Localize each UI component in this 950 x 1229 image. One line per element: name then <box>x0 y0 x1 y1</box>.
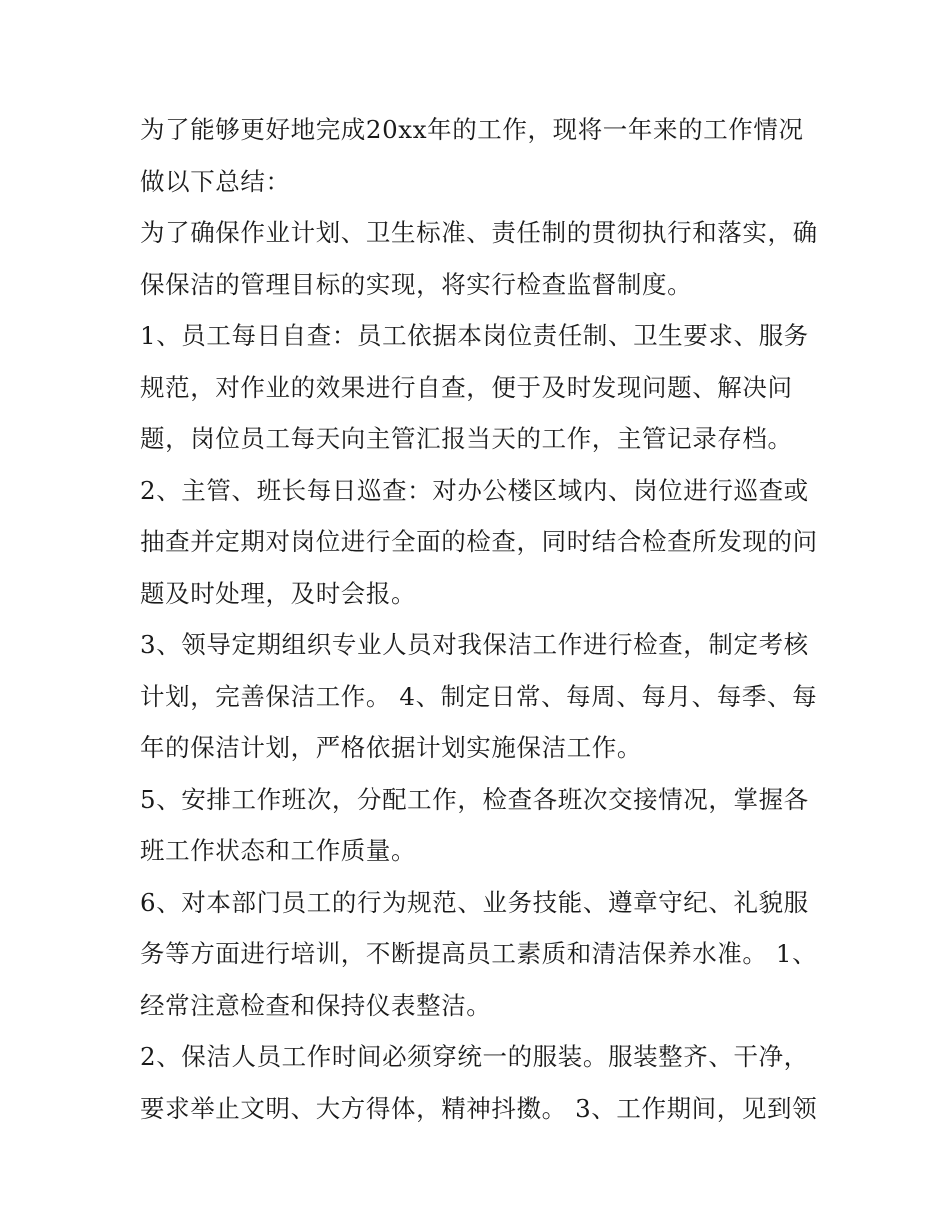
document-body <box>140 104 820 1134</box>
paragraph-item-1-self-check: 1、员工每日自查：员工依据本岗位责任制、卫生要求、服务规范，对作业的效果进行自查，便于及时发现问题、解决问题，岗位员工每天向主管汇报当天的工作，主管记录存档。 <box>140 321 809 453</box>
paragraph-intro: 为了能够更好地完成20xx年的工作，现将一年来的工作情况做以下总结： <box>140 115 804 196</box>
paragraph-item-2-patrol: 2、主管、班长每日巡查：对办公楼区域内、岗位进行巡查或抽查并定期对岗位进行全面的检查，同时结合检查所发现的问题及时处理，及时会报。 <box>140 475 818 608</box>
paragraph-item-3-leader-check: 3、领导定期组织专业人员对我保洁工作进行检查，制定考核计划，完善保洁工作。 4、制定日常、每周、每月、每季、每年的保洁计划，严格依据计划实施保洁工作。 <box>140 630 818 762</box>
paragraph-uniform: 2、保洁人员工作时间必须穿统一的服装。服装整齐、干净，要求举止文明、大方得体，精神抖擞。 3、工作期间，见到领 <box>140 1042 818 1123</box>
paragraph-inspection-system: 为了确保作业计划、卫生标准、责任制的贯彻执行和落实，确保保洁的管理目标的实现，将实行检查监督制度。 <box>140 218 818 299</box>
paragraph-item-5-shifts: 5、安排工作班次，分配工作，检查各班次交接情况，掌握各班工作状态和工作质量。 <box>140 784 809 865</box>
paragraph-item-6-training: 6、对本部门员工的行为规范、业务技能、遵章守纪、礼貌服务等方面进行培训，不断提高员工素质和清洁保养水准。 1、经常注意检查和保持仪表整洁。 <box>140 887 818 1020</box>
